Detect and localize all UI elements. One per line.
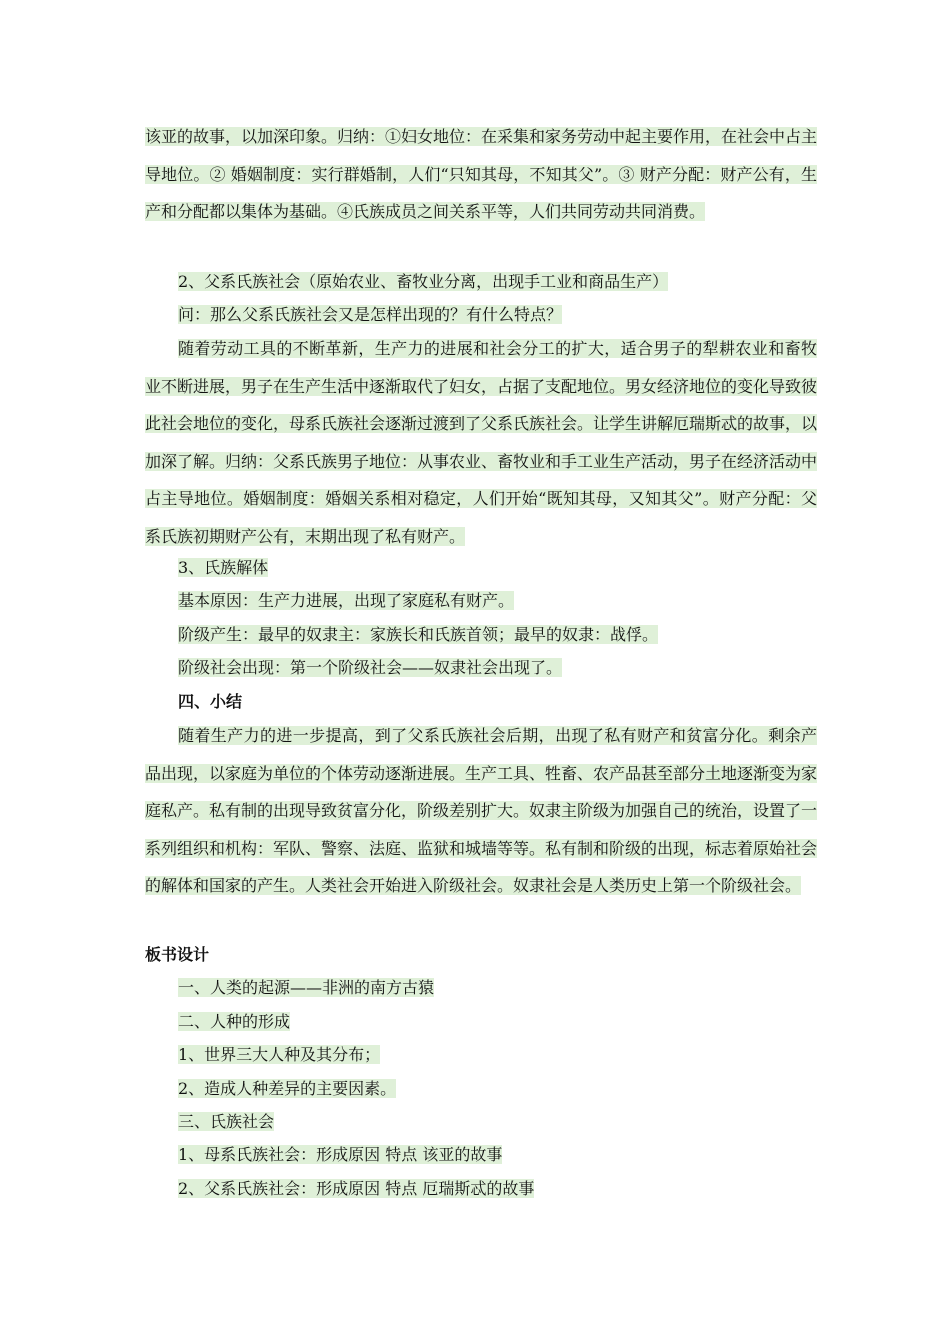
board-item: 二、人种的形成 bbox=[178, 1011, 291, 1031]
patriarchal-para-block bbox=[145, 330, 817, 555]
para-matriarchal-summary: 该亚的故事，以加深印象。归纳：①妇女地位：在采集和家务劳动中起主要作用，在社会中占主导地位。② 婚姻制度：实行群婚制，人们“只知其母，不知其父”。③ 财产分配：财产公有，生产和分配都以集体为基础。④氏族成员之间关系平等，人们共同劳动共同消费。 bbox=[145, 127, 818, 221]
basic-reason: 基本原因：生产力进展，出现了家庭私有财产。 bbox=[178, 591, 515, 611]
patriarchal-heading-block bbox=[145, 265, 817, 332]
heading-patriarchal-society: 2、父系氏族社会（原始农业、畜牧业分离，出现手工业和商品生产） bbox=[178, 272, 669, 291]
para-patriarchal: 随着劳动工具的不断革新，生产力的进展和社会分工的扩大，适合男子的犁耕农业和畜牧业不断进展，男子在生产生活中逐渐取代了妇女，占据了支配地位。男女经济地位的变化导致彼此社会地位的变化，母系氏族社会逐渐过渡到了父系氏族社会。让学生讲解厄瑞斯忒的故事，以加深了解。归纳：父系氏族男子地位：从事农业、畜牧业和手工业生产活动，男子在经济活动中占主导地位。婚姻制度：婚姻关系相对稳定，人们开始“既知其母，又知其父”。财产分配：父系氏族初期财产公有，末期出现了私有财产。 bbox=[145, 339, 818, 546]
board-title: 板书设计 bbox=[145, 945, 210, 964]
summary-para: 随着生产力的进一步提高，到了父系氏族社会后期，出现了私有财产和贫富分化。剩余产品出现，以家庭为单位的个体劳动逐渐进展。生产工具、牲畜、农产品甚至部分土地逐渐变为家庭私产。私有制的出现导致贫富分化，阶级差别扩大。奴隶主阶级为加强自己的统治，设置了一系列组织和机构：军队、警察、法庭、监狱和城墙等等。私有制和阶级的出现，标志着原始社会的解体和国家的产生。人类社会开始进入阶级社会。奴隶社会是人类历史上第一个阶级社会。 bbox=[145, 726, 818, 895]
board-item: 三、氏族社会 bbox=[178, 1111, 275, 1131]
question-patriarchal: 问：那么父系氏族社会又是怎样出现的？有什么特点？ bbox=[178, 305, 563, 325]
clan-dissolution-block bbox=[145, 551, 817, 718]
class-birth: 阶级产生：最早的奴隶主：家族长和氏族首领；最早的奴隶：战俘。 bbox=[178, 624, 659, 644]
heading-clan-dissolution: 3、氏族解体 bbox=[178, 558, 269, 577]
board-item: 一、人类的起源——非洲的南方古猿 bbox=[178, 978, 435, 998]
board-item: 1、世界三大人种及其分布； bbox=[178, 1045, 381, 1065]
board-item: 2、造成人种差异的主要因素。 bbox=[178, 1078, 397, 1098]
board-design-block bbox=[145, 938, 817, 1205]
board-item: 1、母系氏族社会：形成原因 特点 该亚的故事 bbox=[178, 1145, 503, 1165]
class-society: 阶级社会出现：第一个阶级社会——奴隶社会出现了。 bbox=[178, 658, 563, 678]
board-item: 2、父系氏族社会：形成原因 特点 厄瑞斯忒的故事 bbox=[178, 1178, 535, 1198]
summary-para-block bbox=[145, 717, 817, 905]
section-1-para bbox=[145, 118, 817, 231]
summary-heading: 四、小结 bbox=[178, 691, 243, 711]
